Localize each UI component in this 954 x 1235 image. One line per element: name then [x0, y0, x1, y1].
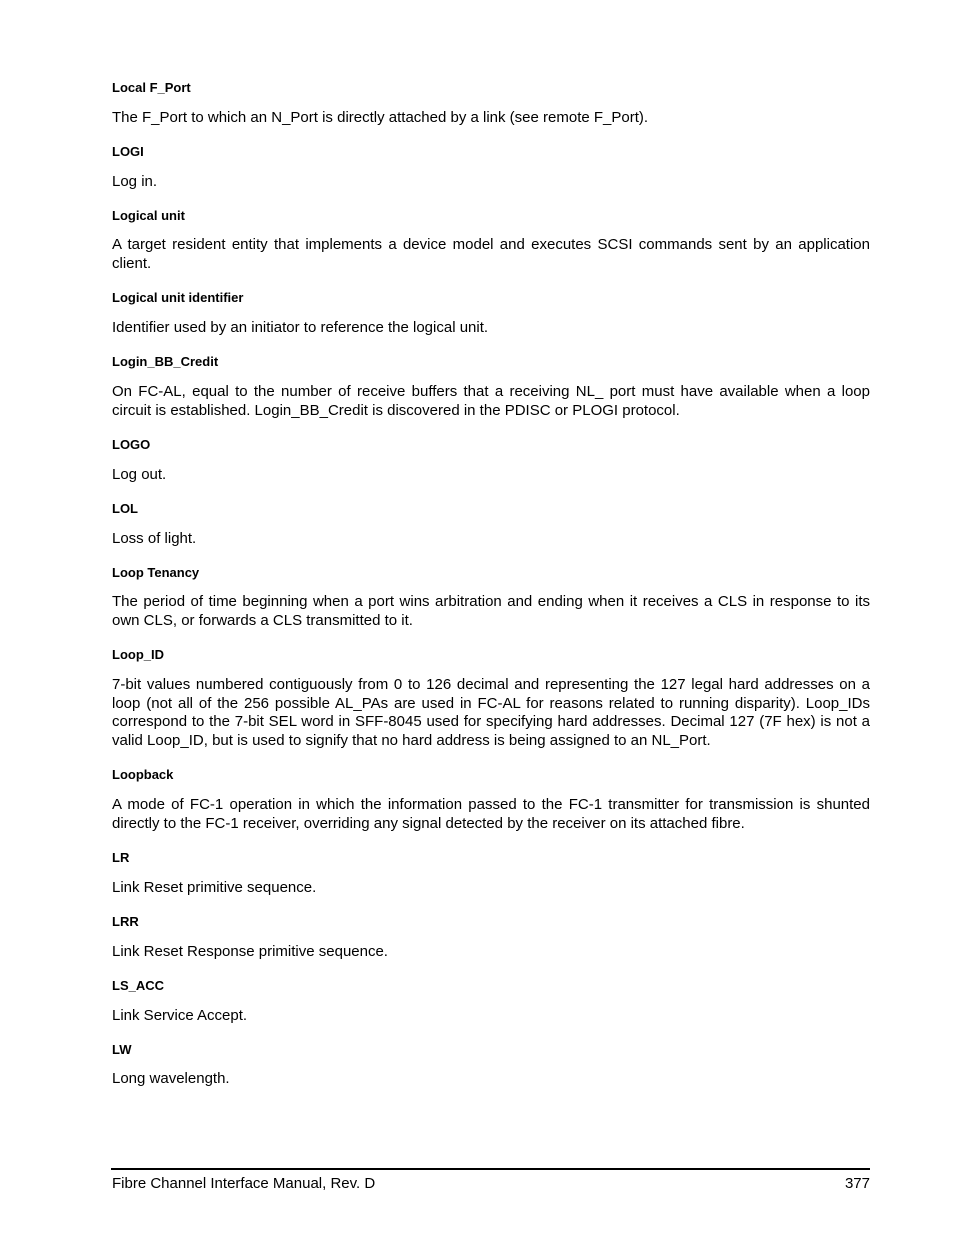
glossary-definition: Identifier used by an initiator to reference the logical unit.	[112, 319, 489, 336]
glossary-definition: A mode of FC-1 operation in which the information passed to the FC-1 transmitter for transmission is shunted directly to the FC-1 receiver, overriding any signal detected by the receiver on its attached fibre.	[112, 796, 870, 832]
glossary-definition: Long wavelength.	[112, 1070, 230, 1087]
glossary-term: LR	[112, 850, 130, 865]
glossary-term: LOGI	[112, 144, 144, 159]
glossary-definition: Link Reset primitive sequence.	[112, 879, 317, 896]
footer-document-title: Fibre Channel Interface Manual, Rev. D	[112, 1175, 376, 1192]
glossary-term: Loop Tenancy	[112, 565, 200, 580]
glossary-term: Login_BB_Credit	[112, 354, 219, 369]
glossary-definition: Log in.	[112, 173, 158, 190]
glossary-term: LOL	[112, 501, 138, 516]
glossary-definition: Log out.	[112, 466, 167, 483]
glossary-definition: The period of time beginning when a port wins arbitration and ending when it receives a CLS in response to its own CLS, or forwards a CLS transmitted to it.	[112, 593, 870, 629]
glossary-definition: On FC-AL, equal to the number of receive buffers that a receiving NL_ port must have available when a loop circuit is established. Login_BB_Credit is discovered in the PDISC or PLOGI protocol.	[112, 383, 870, 419]
glossary-definition: Link Reset Response primitive sequence.	[112, 943, 388, 960]
glossary-definition: Loss of light.	[112, 530, 197, 547]
footer-page-number: 377	[844, 1175, 870, 1192]
glossary-term: Loopback	[112, 767, 174, 782]
glossary-term: LW	[112, 1042, 132, 1057]
glossary-term: LS_ACC	[112, 978, 165, 993]
glossary-term: LOGO	[112, 437, 151, 452]
glossary-term: Logical unit	[112, 208, 185, 223]
glossary-definition: The F_Port to which an N_Port is directly attached by a link (see remote F_Port).	[112, 109, 649, 126]
footer-divider	[111, 1168, 870, 1170]
glossary-term: Loop_ID	[112, 647, 164, 662]
glossary-definition: Link Service Accept.	[112, 1007, 248, 1024]
glossary-definition: 7-bit values numbered contiguously from 0 to 126 decimal and representing the 127 legal hard addresses on a loop (not all of the 256 possible AL_PAs are used in FC-AL for reasons related to running disparity). Loop_IDs correspond to the 7-bit SEL word in SFF-8045 used for specifying hard addresses. Decimal 127 (7F hex) is not a valid Loop_ID, but is used to signify that no hard address is being assigned to an NL_Port.	[112, 676, 870, 749]
glossary-term: LRR	[112, 914, 139, 929]
glossary-term: Logical unit identifier	[112, 290, 244, 305]
glossary-term: Local F_Port	[112, 80, 191, 95]
glossary-definition: A target resident entity that implements a device model and executes SCSI commands sent by an application client.	[112, 236, 870, 272]
